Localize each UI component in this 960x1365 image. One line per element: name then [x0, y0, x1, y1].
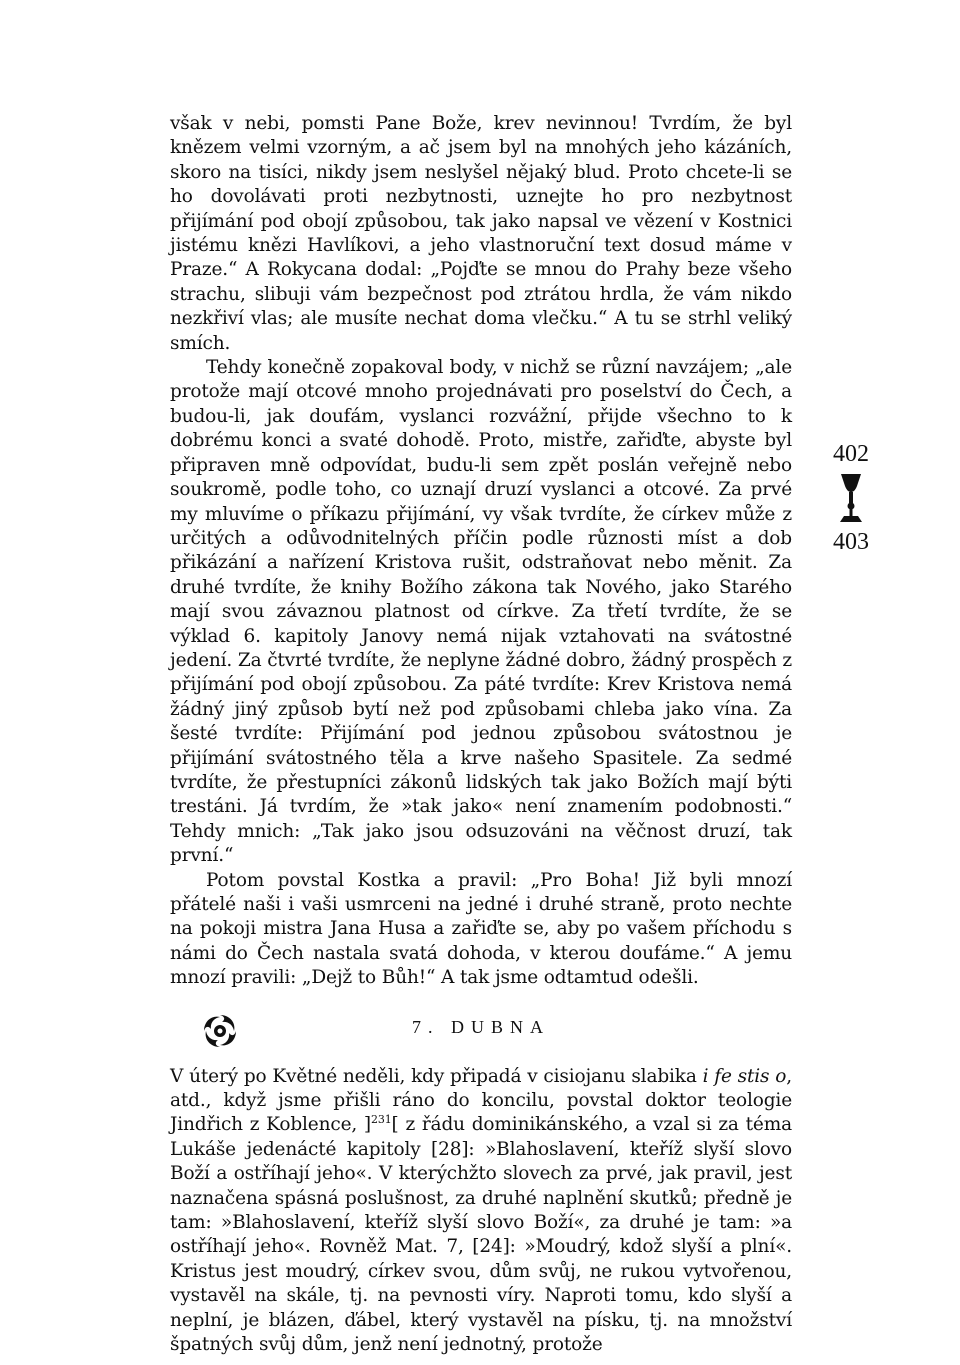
margin-page-bottom: 403 — [833, 529, 869, 555]
margin-page-marker — [816, 440, 886, 556]
paragraph-3: Potom povstal Kostka a pravil: „Pro Boha! Již byli mnozí přátelé naši i vaši usmrceni na jedné i druhé straně, proto nechte na pokoji mistra Jana Husa a zařiďte se, aby po vašem příchodu s námi do Čech nastala svatá dohoda, v kterou doufáme.“ A jemu mnozí pravili: „Dejž to Bůh!“ A tak jsme odtamtud odešli. — [170, 869, 792, 989]
paragraph-1: však v nebi, pomsti Pane Bože, krev nevinnou! Tvrdím, že byl knězem velmi vzorným, a ač jsem byl na mnohých jeho kázáních, skoro na tisíci, nikdy jsem neslyšel nějaký blud. Proto chcete-li se ho dovolávati proti nezbytnosti, uznejte ho pro nezbytnost přijímání pod obojí způsobou, tak jako napsal ve vězení v Kostnici jistému knězi Havlíkovi, a jeho vlastnoruční text dosud máme v Praze.“ A Rokycana dodal: „Pojďte se mnou do Prahy beze všeho strachu, slibuji vám bezpečnost pod ztrátou hrdla, že vám nikdo nezkřiví vlas; ale musíte nechat doma vlečku.“ A tu se strhl veliký smích. — [170, 113, 792, 354]
section-heading — [170, 1007, 792, 1065]
page-body — [170, 112, 792, 1358]
section-title: 7. DUBNA — [411, 1016, 550, 1037]
chalice-icon — [838, 472, 864, 524]
paragraph-4-part-1: V úterý po Květné neděli, kdy připadá v cisiojanu slabika — [170, 1065, 703, 1087]
cisiojan-syllable: i fe stis o — [702, 1065, 787, 1087]
paragraph-4-part-2: , atd., když jsme přišli ráno do koncilu, povstal doktor teologie Jindřich z Koblence, ] — [170, 1065, 792, 1136]
paragraph-4 — [170, 1065, 792, 1358]
paragraph-4-part-3: [ z řádu dominikánského, a vzal si za téma Lukáše jedenácté kapitoly [28]: »Blahoslavení, kteříž slyší slovo Boží a ostříhají jeho«. V kterýchžto slovech za prvé, jak pravil, jest naznačena spásná poslušnost, za druhé naplnění skutků; předně je tam: »Blahoslavení, kteříž slyší slovo Boží«, za druhé je tam: »a ostříhají jeho«. Rovněž Mat. 7, [24]: »Moudrý, kdož slyší a plní«. Kristus jest moudrý, církev svou, dům svůj, ne rukou vytvořenou, vystavěl na skále, tj. na pevnosti víry. Naproti tomu, kdo slyší a neplní, je blázen, ďábel, který vystavěl na písku, tj. na množství špatných svůj dům, jenž není jednotný, protože — [170, 1114, 792, 1356]
folio-number: 231 — [371, 1113, 392, 1127]
paragraph-2: Tehdy konečně zopakoval body, v nichž se různí navzájem; „ale protože mají otcové mnoho projednávati pro poselství do Čech, a budou-li, jak doufám, vyslanci rozvážní, přijde všechno to k dobrému konci a svaté dohodě. Proto, mistře, zařiďte, abyste byl připraven mně odpovídat, budu-li sem zpět poslán veřejně nebo soukromě, podle toho, co uznají druzí vyslanci a otcové. Za prvé my mluvíme o příkazu přijímání, vy však tvrdíte, že církev může z určitých a odůvodnitelných příčin podle různosti míst a dob přikázání a nařízení Kristova rušit, odstraňovat nebo měnit. Za druhé tvrdíte, že knihy Božího zákona tak Nového, jako Starého mají svou závaznou platnost od církve. Za třetí tvrdíte, že se výklad 6. kapitoly Janovy nemá nijak vztahovati na svátostné jedení. Za čtvrté tvrdíte, že neplyne žádné dobro, žádný prospěch z přijímání pod obojí způsobou. Za páté tvrdíte: Krev Kristova nemá žádný jiný způsob bytí než pod způsobami chleba jako vína. Za šesté tvrdíte: Přijímání pod jednou způsobou svátostnou je přijímání svátostného těla a krve našeho Spasitele. Za sedmé tvrdíte, že přestupníci zákonů lidských tak jako Božích mají býti trestáni. Já tvrdím, že »tak jako« není znamením podobnosti.“ Tehdy mnich: „Tak jako jsou odsuzováni na věčnost druzí, tak první.“ — [170, 357, 792, 867]
margin-page-top: 402 — [833, 441, 869, 467]
